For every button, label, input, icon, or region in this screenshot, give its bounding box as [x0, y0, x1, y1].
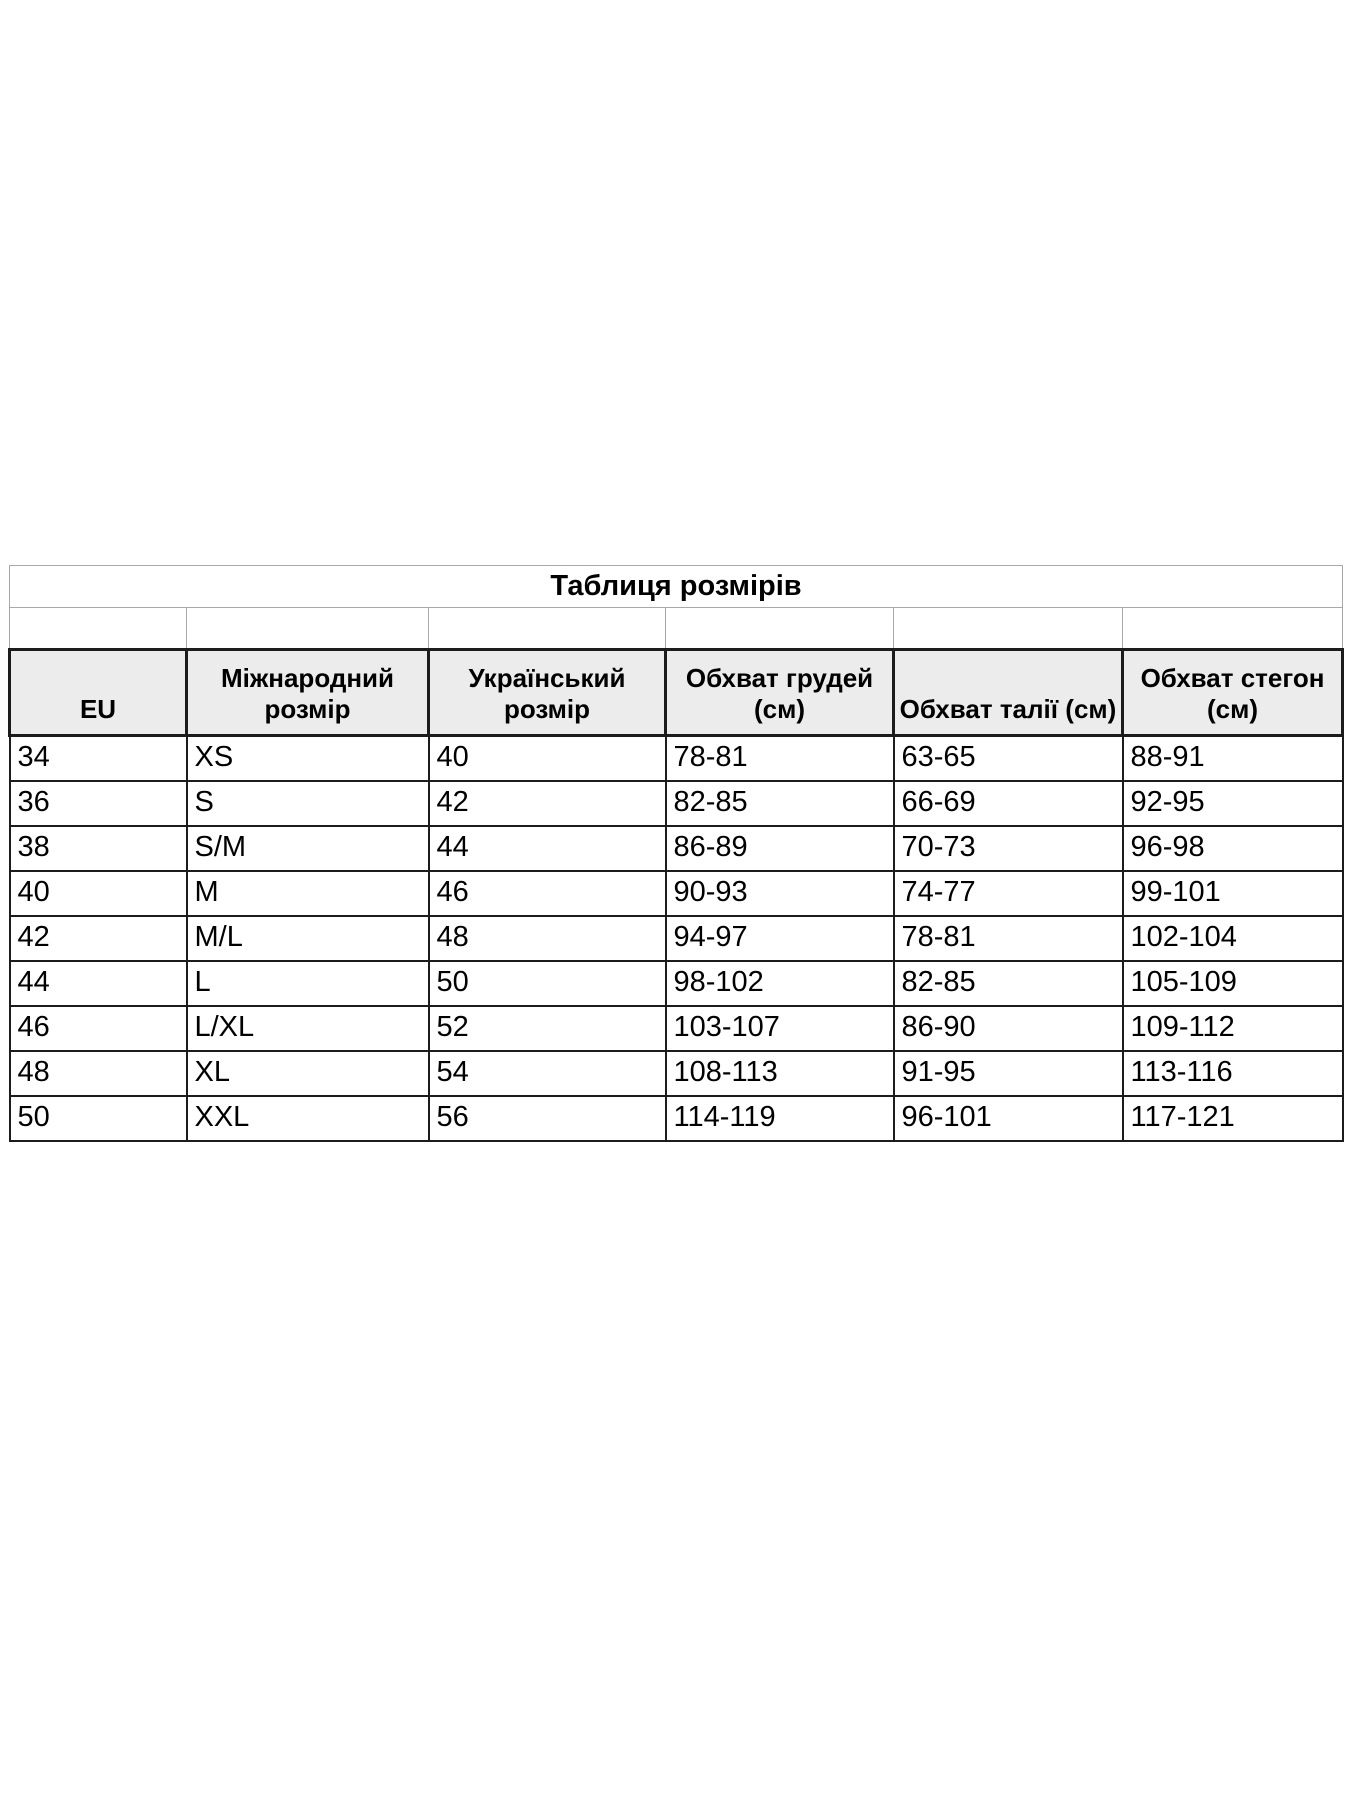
chest-cell: 90-93 — [666, 871, 894, 916]
international-size-cell: L/XL — [187, 1006, 429, 1051]
size-row-36 — [10, 781, 1343, 826]
column-header-eu: EU — [10, 650, 187, 736]
eu-size-cell: 48 — [10, 1051, 187, 1096]
eu-size-cell: 50 — [10, 1096, 187, 1141]
ukrainian-size-cell: 48 — [429, 916, 666, 961]
waist-cell: 78-81 — [894, 916, 1123, 961]
chest-cell: 78-81 — [666, 736, 894, 782]
hips-cell: 92-95 — [1123, 781, 1343, 826]
column-header-chest: Обхват грудей (см) — [666, 650, 894, 736]
ukrainian-size-cell: 56 — [429, 1096, 666, 1141]
column-header-international-size: Міжнародний розмір — [187, 650, 429, 736]
ukrainian-size-cell: 44 — [429, 826, 666, 871]
ukrainian-size-cell: 50 — [429, 961, 666, 1006]
eu-size-cell: 44 — [10, 961, 187, 1006]
table-title-row — [10, 566, 1343, 608]
international-size-cell: XL — [187, 1051, 429, 1096]
international-size-cell: S — [187, 781, 429, 826]
hips-cell: 117-121 — [1123, 1096, 1343, 1141]
waist-cell: 74-77 — [894, 871, 1123, 916]
chest-cell: 98-102 — [666, 961, 894, 1006]
hips-cell: 99-101 — [1123, 871, 1343, 916]
column-header-waist: Обхват талії (см) — [894, 650, 1123, 736]
chest-cell: 108-113 — [666, 1051, 894, 1096]
eu-size-cell: 40 — [10, 871, 187, 916]
ukrainian-size-cell: 52 — [429, 1006, 666, 1051]
hips-cell: 96-98 — [1123, 826, 1343, 871]
international-size-cell: XXL — [187, 1096, 429, 1141]
waist-cell: 70-73 — [894, 826, 1123, 871]
chest-cell: 103-107 — [666, 1006, 894, 1051]
spacer-cell — [429, 608, 666, 650]
size-row-40 — [10, 871, 1343, 916]
size-row-34 — [10, 736, 1343, 782]
waist-cell: 82-85 — [894, 961, 1123, 1006]
size-chart-table — [8, 565, 1344, 1142]
hips-cell: 88-91 — [1123, 736, 1343, 782]
international-size-cell: S/M — [187, 826, 429, 871]
table-title: Таблиця розмірів — [10, 566, 1343, 608]
size-row-50 — [10, 1096, 1343, 1141]
international-size-cell: M — [187, 871, 429, 916]
column-header-ukrainian-size: Український розмір — [429, 650, 666, 736]
waist-cell: 66-69 — [894, 781, 1123, 826]
eu-size-cell: 38 — [10, 826, 187, 871]
international-size-cell: M/L — [187, 916, 429, 961]
ukrainian-size-cell: 46 — [429, 871, 666, 916]
ukrainian-size-cell: 40 — [429, 736, 666, 782]
size-row-38 — [10, 826, 1343, 871]
chest-cell: 86-89 — [666, 826, 894, 871]
chest-cell: 94-97 — [666, 916, 894, 961]
eu-size-cell: 42 — [10, 916, 187, 961]
column-header-hips: Обхват стегон (см) — [1123, 650, 1343, 736]
waist-cell: 96-101 — [894, 1096, 1123, 1141]
hips-cell: 105-109 — [1123, 961, 1343, 1006]
spacer-cell — [1123, 608, 1343, 650]
international-size-cell: L — [187, 961, 429, 1006]
size-row-44 — [10, 961, 1343, 1006]
spacer-cell — [894, 608, 1123, 650]
spacer-cell — [10, 608, 187, 650]
size-chart — [8, 565, 1341, 1142]
chest-cell: 82-85 — [666, 781, 894, 826]
waist-cell: 91-95 — [894, 1051, 1123, 1096]
header-row — [10, 650, 1343, 736]
chest-cell: 114-119 — [666, 1096, 894, 1141]
hips-cell: 113-116 — [1123, 1051, 1343, 1096]
ukrainian-size-cell: 54 — [429, 1051, 666, 1096]
size-row-42 — [10, 916, 1343, 961]
spacer-row — [10, 608, 1343, 650]
hips-cell: 109-112 — [1123, 1006, 1343, 1051]
waist-cell: 86-90 — [894, 1006, 1123, 1051]
ukrainian-size-cell: 42 — [429, 781, 666, 826]
eu-size-cell: 36 — [10, 781, 187, 826]
waist-cell: 63-65 — [894, 736, 1123, 782]
international-size-cell: XS — [187, 736, 429, 782]
hips-cell: 102-104 — [1123, 916, 1343, 961]
size-row-46 — [10, 1006, 1343, 1051]
size-row-48 — [10, 1051, 1343, 1096]
spacer-cell — [187, 608, 429, 650]
spacer-cell — [666, 608, 894, 650]
eu-size-cell: 46 — [10, 1006, 187, 1051]
eu-size-cell: 34 — [10, 736, 187, 782]
